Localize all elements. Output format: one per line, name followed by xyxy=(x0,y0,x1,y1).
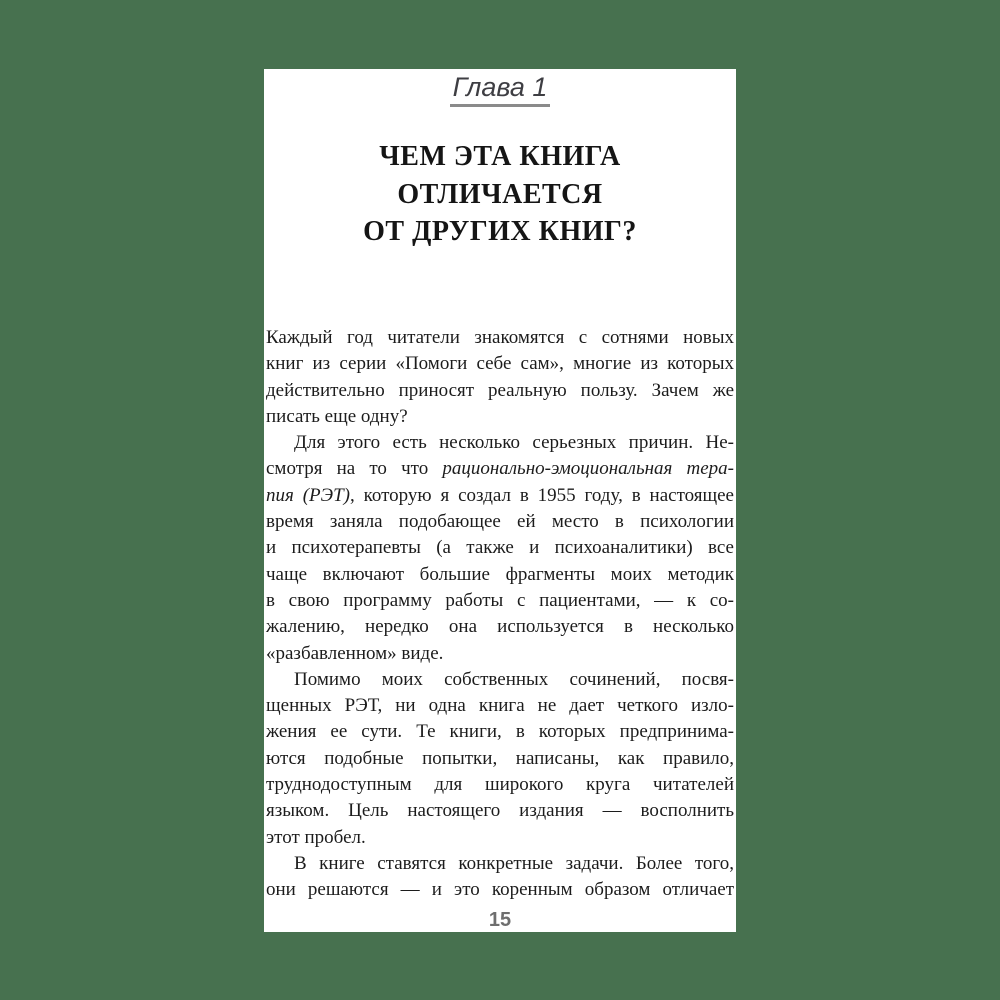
body-text xyxy=(266,325,734,904)
body-line: В книге ставятся конкретные задачи. Более того, xyxy=(294,852,734,874)
page-number: 15 xyxy=(488,909,512,931)
body-line: книг из серии «Помоги себе сам», многие из которых xyxy=(266,353,734,375)
body-line: они решаются — и это коренным образом отличает xyxy=(266,879,734,901)
body-line: языком. Цель настоящего издания — восполнить xyxy=(266,800,734,822)
body-line: Для этого есть несколько серьезных причин. Не- xyxy=(294,432,734,454)
body-line: время заняла подобающее ей место в психологии xyxy=(266,511,734,533)
chapter-title xyxy=(264,138,736,251)
chapter-title-line: ОТ ДРУГИХ КНИГ? xyxy=(363,216,637,247)
body-line: действительно приносят реальную пользу. Зачем же xyxy=(266,379,734,401)
body-line: ются подобные попытки, написаны, как правило, xyxy=(266,747,734,769)
chapter-title-line: ЧЕМ ЭТА КНИГА xyxy=(379,141,621,172)
body-line: этот пробел. xyxy=(266,826,366,848)
body-line: щенных РЭТ, ни одна книга не дает четкого изло- xyxy=(266,695,734,717)
book-page xyxy=(264,69,736,932)
body-line: труднодоступным для широкого круга читателей xyxy=(266,774,734,796)
chapter-divider xyxy=(450,104,550,107)
body-line: и психотерапевты (а также и психоаналитики) все xyxy=(266,537,734,559)
body-line: в свою программу работы с пациентами, — к со- xyxy=(266,589,734,611)
body-line: жалению, нередко она используется в несколько xyxy=(266,616,734,638)
chapter-heading: Глава 1 xyxy=(452,72,548,102)
body-line: «разбавленном» виде. xyxy=(266,642,444,664)
body-line: жения ее сути. Те книги, в которых предпринима- xyxy=(266,721,734,743)
body-line: Помимо моих собственных сочинений, посвя- xyxy=(294,668,734,690)
body-line: чаще включают большие фрагменты моих методик xyxy=(266,563,734,585)
body-line: Каждый год читатели знакомятся с сотнями новых xyxy=(266,327,734,348)
body-line: смотря на то что рационально-эмоциональная тера- xyxy=(266,458,734,480)
body-line: пия (РЭТ), которую я создал в 1955 году, в настоящее xyxy=(266,484,734,506)
chapter-title-line: ОТЛИЧАЕТСЯ xyxy=(397,178,603,210)
body-line: писать еще одну? xyxy=(266,405,408,427)
